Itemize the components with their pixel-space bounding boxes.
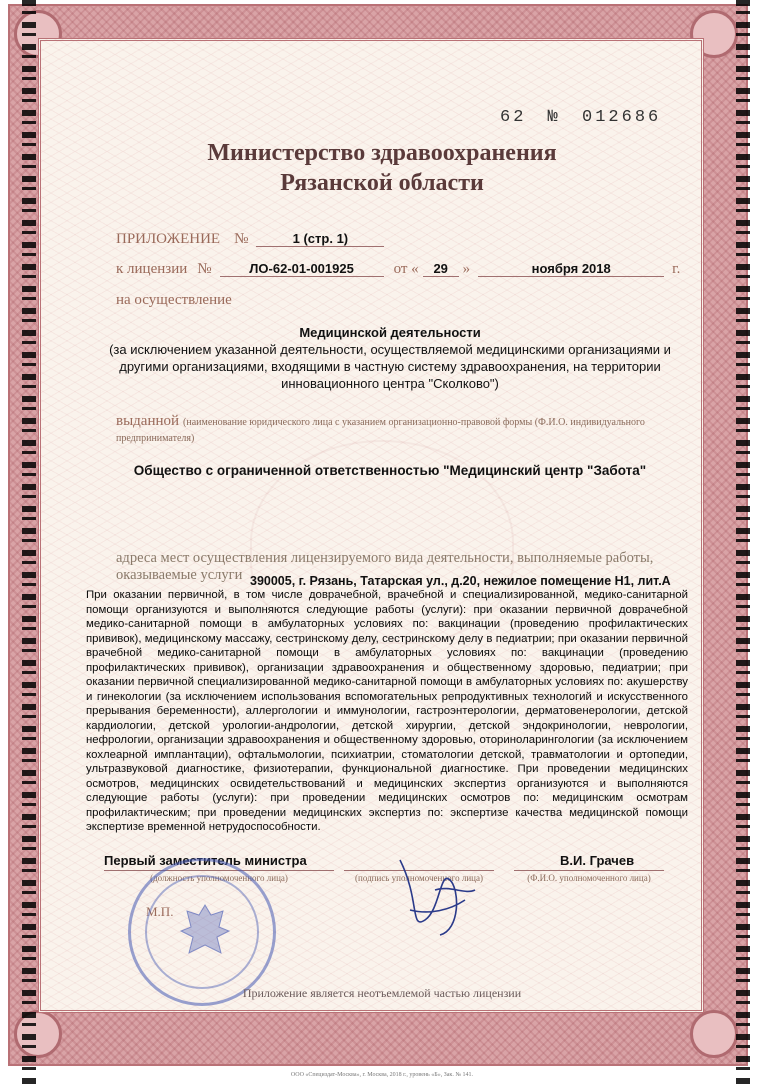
ministry-title: Министерство здравоохранения	[207, 140, 557, 166]
seal-label: М.П.	[146, 904, 174, 919]
name-line	[514, 870, 664, 871]
license-number-sign: №	[197, 261, 212, 277]
signer-name: В.И. Грачев	[560, 853, 635, 868]
printer-imprint: ООО «Специздат-Москва», г. Москва, 2018 г., уровень «Б», Зак. № 141.	[290, 1072, 474, 1078]
corner-rosette-bottom-right	[690, 1010, 738, 1058]
caption-signature: (подпись уполномоченного лица)	[355, 873, 483, 883]
for-label: на осуществление	[116, 292, 232, 308]
footer-note: Приложение является неотъемлемой частью лицензии	[242, 986, 522, 1000]
date-month-year: ноября 2018	[478, 261, 664, 277]
date-close-quote: »	[462, 261, 471, 277]
form-number	[500, 108, 661, 127]
date-day: 29	[423, 261, 459, 277]
organization-name: Общество с ограниченной ответственностью "Медицинский центр "Забота"	[133, 463, 647, 478]
issued-label: выданной	[116, 413, 180, 429]
eagle-emblem-icon	[175, 901, 235, 967]
round-seal-icon	[128, 858, 276, 1006]
handwritten-signature-icon	[380, 840, 480, 940]
issued-note: (наименование юридического лица с указанием организационно-правовой формы (Ф.И.О. индивидуального предпринимателя)	[116, 417, 645, 444]
activity-note: (за исключением указанной деятельности, осуществляемой медицинскими организациями и другими организациями, входящими в частную систему здравоохранения, на территории инновационного центра "Сколково")	[109, 342, 671, 391]
date-from-label: от «	[393, 261, 419, 277]
address-label: адреса мест осуществления лицензируемого вида деятельности, выполняемые работы, оказываемые услуги	[116, 550, 654, 583]
signer-position: Первый заместитель министра	[104, 853, 307, 868]
appendix-label: ПРИЛОЖЕНИЕ	[116, 231, 221, 247]
appendix-number-sign: №	[234, 231, 249, 247]
region-title: Рязанской области	[280, 170, 484, 196]
activity-title: Медицинской деятельности	[299, 325, 481, 340]
site-address: 390005, г. Рязань, Татарская ул., д.20, нежилое помещение Н1, лит.А	[250, 574, 671, 588]
form-series: 62	[500, 108, 527, 127]
caption-position: (должность уполномоченного лица)	[150, 873, 288, 883]
appendix-number: 1 (стр. 1)	[256, 231, 384, 247]
issued-row	[116, 414, 676, 446]
license-row	[116, 260, 680, 278]
appendix-row	[116, 230, 384, 248]
services-list: При оказании первичной, в том числе доврачебной, врачебной и специализированной, медико-санитарной помощи организуются и выполняются следующие работы (услуги): при оказании первичной доврачебной медико-санитарной помощи в амбулаторных условиях по: вакцинации (проведению профилактических прививок), медицинскому массажу, сестринскому делу, сестринскому делу в педиатрии; при оказании первичной врачебной медико-санитарной помощи в амбулаторных условиях по: вакцинации (проведению профилактических прививок), организации здравоохранения и общественному здоровью, педиатрии; при оказании первичной специализированной медико-санитарной помощи в амбулаторных условиях по: акушерству и гинекологии (за исключением использования вспомогательных репродуктивных технологий и искусственного прерывания беременности), аллергологии и иммунологии, гастроэнтерологии, дерматовенерологии, детской кардиологии, детской урологии-андрологии, детской хирургии, детской эндокринологии, неврологии, нефрологии, организации здравоохранения и общественному здоровью, оториноларингологии (за исключением кохлеарной имплантации), офтальмологии, психиатрии, стоматологии детской, травматологии и ортопедии, ультразвуковой диагностике, физиотерапии, функциональной диагностике. При проведении медицинских осмотров, медицинских освидетельствований и медицинских экспертиз организуются и выполняются следующие работы (услуги): при проведении медицинских осмотров по: медицинским осмотрам профилактическим; при проведении медицинских экспертиз по: экспертизе качества медицинской помощи экспертизе временной нетрудоспособности.	[86, 589, 688, 833]
license-number: ЛО-62-01-001925	[220, 261, 384, 277]
caption-name: (Ф.И.О. уполномоченного лица)	[527, 873, 651, 883]
form-serial: 012686	[582, 108, 662, 127]
year-suffix: г.	[672, 261, 681, 277]
license-label: к лицензии	[116, 261, 188, 277]
number-sign: №	[547, 108, 561, 127]
